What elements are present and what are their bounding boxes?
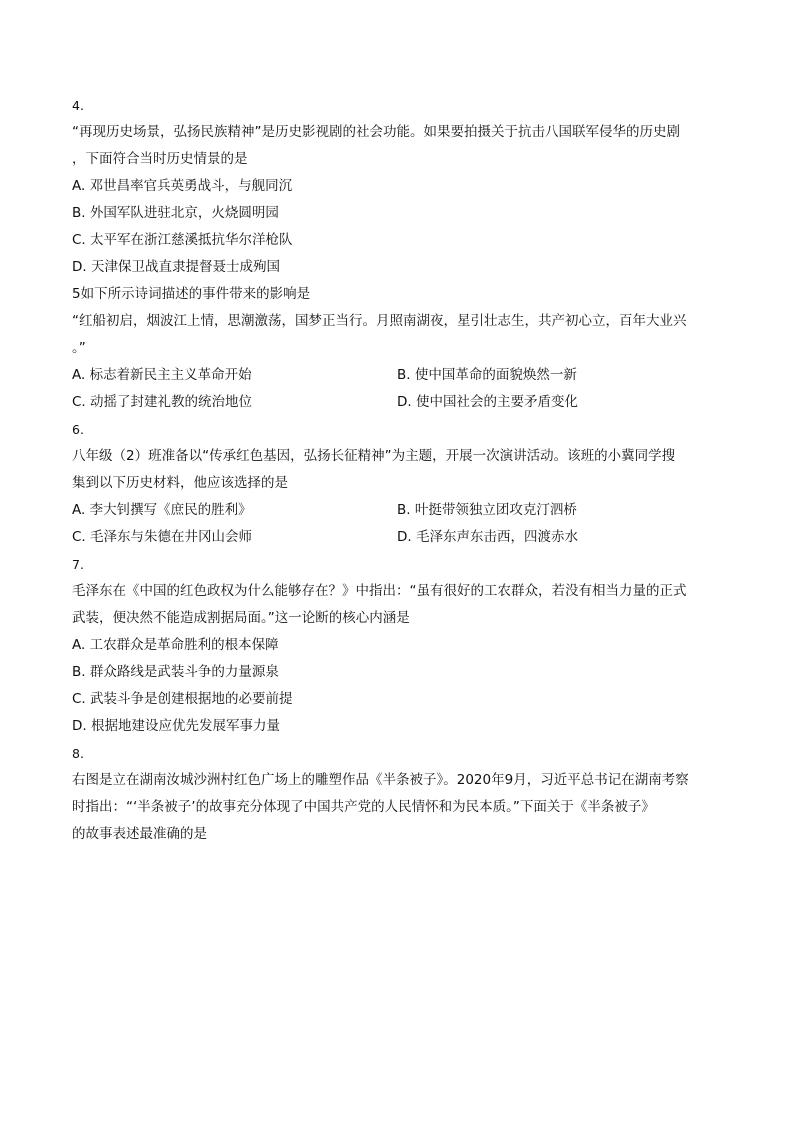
- question-7-option-a: A. 工农群众是革命胜利的根本保障: [72, 637, 279, 653]
- question-7-option-d: D. 根据地建设应优先发展军事力量: [72, 718, 280, 734]
- question-5-poem-line-2: 。”: [72, 340, 86, 356]
- question-5-option-c: C. 动摇了封建礼教的统治地位: [72, 394, 253, 410]
- question-6-option-c: C. 毛泽东与朱德在井冈山会师: [72, 529, 253, 545]
- question-5-options-row-1: [72, 362, 724, 389]
- question-6-option-d: D. 毛泽东声东击西，四渡赤水: [397, 529, 578, 545]
- question-5-option-d: D. 使中国社会的主要矛盾变化: [397, 394, 578, 410]
- question-6-options-row-2: [72, 524, 724, 551]
- question-4-number: 4.: [72, 98, 84, 113]
- question-4-stem-line-1: “再现历史场景，弘扬民族精神”是历史影视剧的社会功能。如果要拍摄关于抗击八国联军侵华的历史剧: [72, 124, 680, 140]
- question-5-poem-line-1: “红船初启，烟波江上情，思潮激荡，国梦正当行。月照南湖夜，星引壮志生，共产初心立，百年大业兴: [72, 313, 687, 329]
- question-4-option-d: D. 天津保卫战直隶提督聂士成殉国: [72, 259, 280, 275]
- question-6-stem-line-1: 八年级（2）班准备以“传承红色基因，弘扬长征精神”为主题，开展一次演讲活动。该班的小冀同学搜: [72, 448, 676, 464]
- question-7-stem-line-2: 武装，便决然不能造成割据局面。”这一论断的核心内涵是: [72, 610, 410, 626]
- question-7-number: 7.: [72, 557, 84, 572]
- question-6-number: 6.: [72, 422, 84, 437]
- question-4-stem-line-2: ，下面符合当时历史情景的是: [72, 151, 248, 167]
- question-7-option-b: B. 群众路线是武装斗争的力量源泉: [72, 664, 279, 680]
- question-5-stem-line-1: [72, 281, 724, 308]
- question-6-options-row-1: [72, 497, 724, 524]
- question-6-option-a: A. 李大钊撰写《庶民的胜利》: [72, 502, 252, 518]
- question-8-stem-line-2: 时指出：“‘半条被子’的故事充分体现了中国共产党的人民情怀和为民本质。”下面关于《半条被子》: [72, 799, 655, 815]
- question-6-stem-line-2: 集到以下历史材料，他应该选择的是: [72, 475, 288, 491]
- exam-page: [72, 92, 724, 848]
- question-4-option-c: C. 太平军在浙江慈溪抵抗华尔洋枪队: [72, 232, 293, 248]
- question-8-stem-line-3: 的故事表述最准确的是: [72, 826, 207, 842]
- question-5-number: 5: [72, 286, 81, 302]
- question-8-stem-line-1: 右图是立在湖南汝城沙洲村红色广场上的雕塑作品《半条被子》。2020年9月，习近平总书记在湖南考察: [72, 772, 689, 788]
- question-5-stem-text: 如下所示诗词描述的事件带来的影响是: [80, 286, 311, 302]
- question-6-option-b: B. 叶挺带领独立团攻克汀泗桥: [397, 502, 577, 518]
- question-5-option-b: B. 使中国革命的面貌焕然一新: [397, 367, 577, 383]
- question-4-option-b: B. 外国军队进驻北京，火烧圆明园: [72, 205, 279, 221]
- question-7-stem-line-1: 毛泽东在《中国的红色政权为什么能够存在？》中指出：“虽有很好的工农群众，若没有相当力量的正式: [72, 583, 687, 599]
- question-8-number: 8.: [72, 746, 84, 761]
- question-5-options-row-2: [72, 389, 724, 416]
- question-5-option-a: A. 标志着新民主主义革命开始: [72, 367, 252, 383]
- question-4-option-a: A. 邓世昌率官兵英勇战斗，与舰同沉: [72, 178, 293, 194]
- question-7-option-c: C. 武装斗争是创建根据地的必要前提: [72, 691, 293, 707]
